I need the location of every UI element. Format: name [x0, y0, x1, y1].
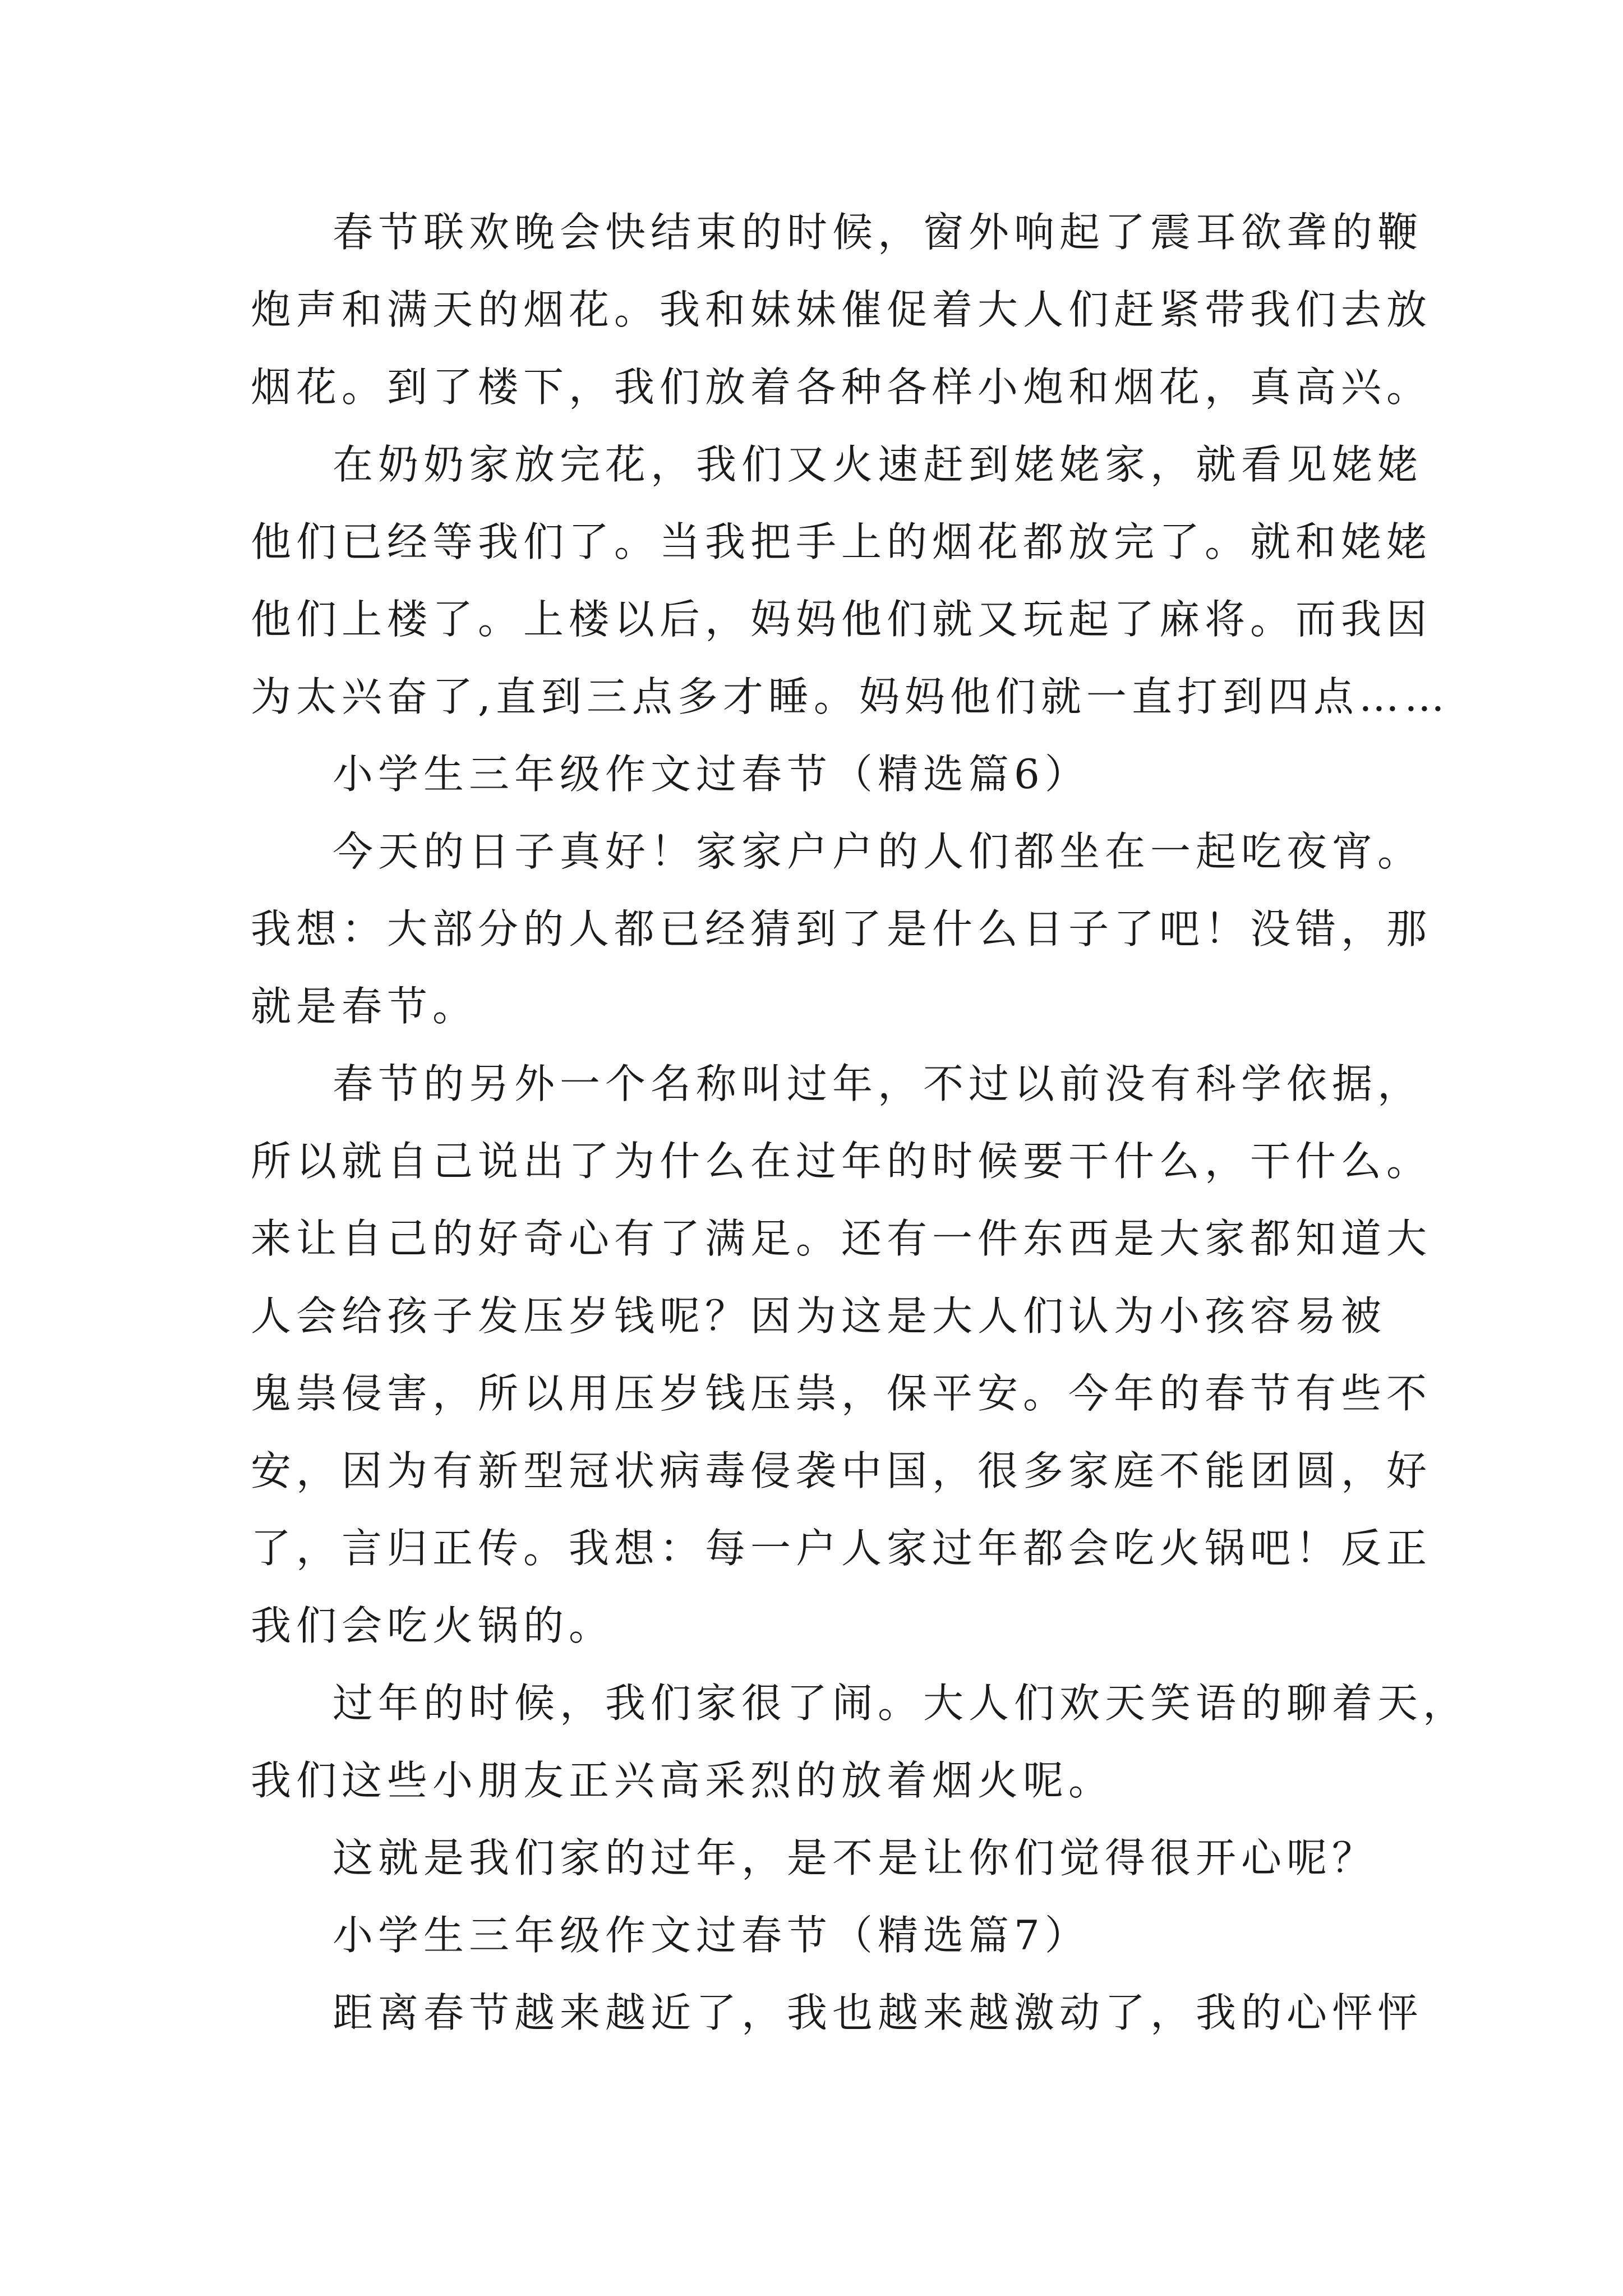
text-line: 这就是我们家的过年，是不是让你们觉得很开心呢？ — [333, 1834, 1378, 1881]
text-line: 在奶奶家放完花，我们又火速赶到姥姥家，就看见姥姥 — [333, 441, 1423, 488]
section-heading: 小学生三年级作文过春节（精选篇7） — [333, 1912, 1090, 1959]
text-line: 春节联欢晚会快结束的时候，窗外响起了震耳欲聋的鞭 — [333, 209, 1423, 256]
text-line: 来让自己的好奇心有了满足。还有一件东西是大家都知道大 — [251, 1215, 1432, 1262]
text-line: 过年的时候，我们家很了闹。大人们欢天笑语的聊着天， — [333, 1680, 1469, 1727]
text-line: 烟花。到了楼下，我们放着各种各样小炮和烟花，真高兴。 — [251, 364, 1432, 411]
text-line: 他们已经等我们了。当我把手上的烟花都放完了。就和姥姥 — [251, 518, 1432, 565]
text-line: 春节的另外一个名称叫过年，不过以前没有科学依据， — [333, 1060, 1423, 1107]
text-line: 我们这些小朋友正兴高采烈的放着烟火呢。 — [251, 1757, 1114, 1804]
text-line: 为太兴奋了,直到三点多才睡。妈妈他们就一直打到四点…… — [251, 673, 1450, 720]
text-line: 炮声和满天的烟花。我和妹妹催促着大人们赶紧带我们去放 — [251, 286, 1432, 333]
section-heading: 小学生三年级作文过春节（精选篇6） — [333, 751, 1090, 798]
text-line: 今天的日子真好！家家户户的人们都坐在一起吃夜宵。 — [333, 828, 1423, 875]
text-line: 鬼祟侵害，所以用压岁钱压祟，保平安。今年的春节有些不 — [251, 1370, 1432, 1417]
article-body — [251, 194, 1469, 2051]
text-line: 他们上楼了。上楼以后，妈妈他们就又玩起了麻将。而我因 — [251, 596, 1432, 643]
text-line: 所以就自己说出了为什么在过年的时候要干什么，干什么。 — [251, 1138, 1432, 1185]
text-line: 就是春节。 — [251, 983, 478, 1030]
text-line: 安，因为有新型冠状病毒侵袭中国，很多家庭不能团圆，好 — [251, 1447, 1432, 1494]
text-line: 我们会吃火锅的。 — [251, 1602, 615, 1649]
text-line: 我想：大部分的人都已经猜到了是什么日子了吧！没错，那 — [251, 905, 1432, 953]
text-line: 人会给孩子发压岁钱呢？因为这是大人们认为小孩容易被 — [251, 1292, 1387, 1340]
text-line: 距离春节越来越近了，我也越来越激动了，我的心怦怦 — [333, 1989, 1423, 2036]
text-line: 了，言归正传。我想：每一户人家过年都会吃火锅吧！反正 — [251, 1525, 1432, 1572]
